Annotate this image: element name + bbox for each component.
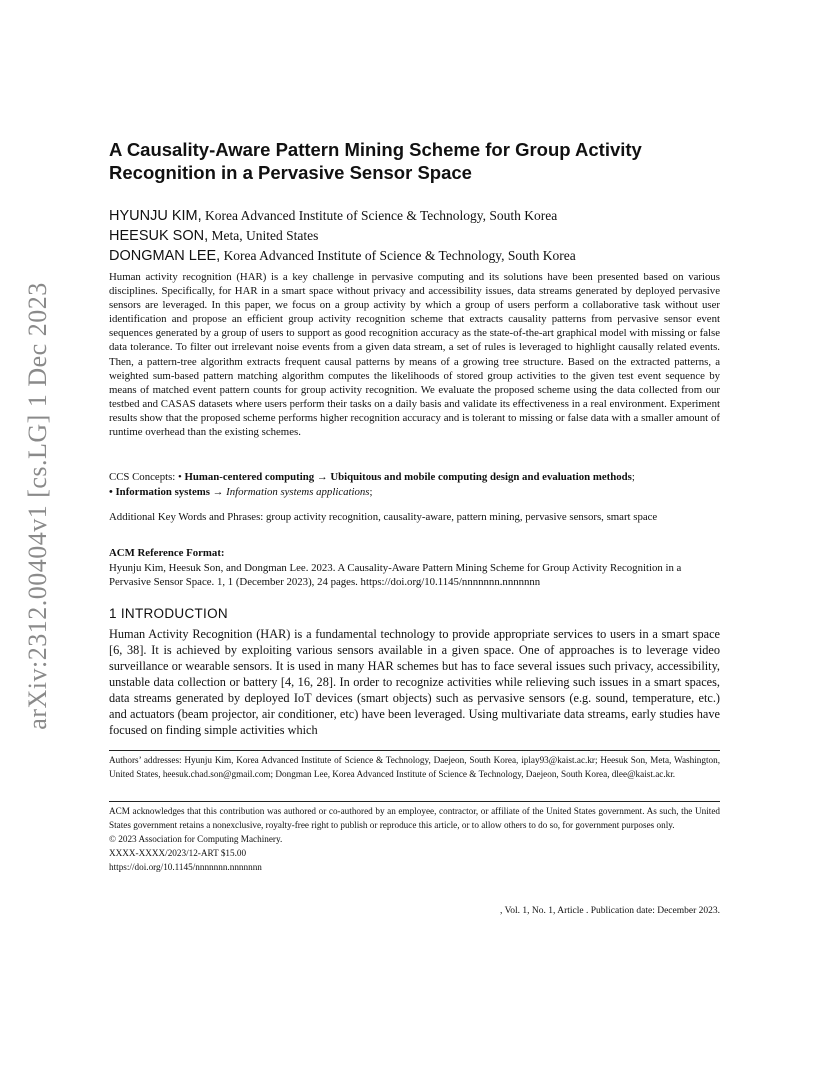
arxiv-stamp-text: arXiv:2312.00404v1 [cs.LG] 1 Dec 2023 xyxy=(23,282,52,730)
footnote-acm: ACM acknowledges that this contribution was authored or co-authored by an employee, contractor, or affiliate of the United States government. As such, the United States government retains a nonexclusive, royalty-free right to publish or reproduce this article, or to allow others to do so, for government purposes only. xyxy=(109,806,720,830)
introduction-paragraph: Human Activity Recognition (HAR) is a fundamental technology to provide appropriate services to users in a smart space [6, 38]. It is achieved by exploiting various sensors available in a given space. One of approaches is to leverage video surveillance or wearable sensors. It is used in many HAR schemes but has to face several issues such privacy, accessibility, unstable data collection or battery [4, 16, 28]. In order to recognize activities while relieving such issues in a smart spaces, data streams generated by deployed IoT devices (smart objects) such as pervasive sensors (e.g. sound, temperature, etc.) and actuators (beam projector, air conditioner, etc) have been leveraged. Using multivariate data streams, early studies have focused on finding simple activities which xyxy=(109,627,720,737)
arxiv-stamp xyxy=(14,282,62,730)
author-affiliation: Korea Advanced Institute of Science & Technology, South Korea xyxy=(223,248,576,263)
footnote-divider xyxy=(109,750,720,751)
paper-title xyxy=(109,138,720,184)
ccs-item-2: Information systems xyxy=(115,486,210,498)
author-affiliation: Korea Advanced Institute of Science & Technology, South Korea xyxy=(205,208,558,223)
copyright-line: © 2023 Association for Computing Machinery. xyxy=(109,834,283,844)
author-list xyxy=(109,206,720,266)
title-line-1: A Causality-Aware Pattern Mining Scheme for Group Activity xyxy=(109,139,642,160)
footnote-copyright-block xyxy=(109,804,720,874)
title-line-2: Recognition in a Pervasive Sensor Space xyxy=(109,162,472,183)
author-name: HYUNJU KIM, xyxy=(109,208,202,224)
author-3 xyxy=(109,246,720,266)
ccs-item-2-sub: Information systems applications xyxy=(226,486,370,498)
ccs-concepts xyxy=(109,470,720,500)
ccs-item-1: Human-centered computing xyxy=(184,471,315,483)
footnote-addresses: Authors’ addresses: Hyunju Kim, Korea Advanced Institute of Science & Technology, Daejeon, South Korea, iplay93@kaist.ac.kr; Heesuk Son, Meta, Washington, United States, heesuk.chad.son@gmail.com; Dongman Lee, Korea Advanced Institute of Science & Technology, Daejeon, South Korea, dlee@kaist.ac.kr. xyxy=(109,755,720,779)
author-name: HEESUK SON, xyxy=(109,228,209,244)
acm-reference xyxy=(109,546,720,590)
acm-reference-text: Hyunju Kim, Heesuk Son, and Dongman Lee. 2023. A Causality-Aware Pattern Mining Scheme for Group Activity Recognition in a Pervasive Sensor Space. 1, 1 (December 2023), 24 pages. https://doi.org/10.1145/nnnnnnn.nnnnnnn xyxy=(109,561,682,588)
ccs-end: ; xyxy=(369,486,373,498)
abstract: Human activity recognition (HAR) is a key challenge in pervasive computing and its solutions have been presented based on various disciplines. Specifically, for HAR in a smart space without privacy and accessibility issues, data streams generated by deployed pervasive sensors are leveraged. In this paper, we focus on a group activity by which a group of users perform a collaborative task without user identification and propose an efficient group activity recognition scheme that extracts causality patterns from pervasive sensor event sequences generated by a group of users to support as good recognition accuracy as the state-of-the-art graphical model with missing or false data tolerance. To filter out irrelevant noise events from a given data stream, a set of rules is leveraged to highlight causally related events. Then, a pattern-tree algorithm extracts frequent causal patterns by means of a growing tree structure. Based on the extracted patterns, a weighted sum-based pattern matching algorithm computes the likelihoods of stored group activities to the given test event sequence by means of matched event pattern counts for group activity recognition. We evaluate the proposed scheme using the data collected from our testbed and CASAS datasets where users perform their tasks on a daily basis and validate its effectiveness in a real environment. Experiment results show that the proposed scheme performs higher recognition accuracy and is tolerant to missing or false data with a smaller amount of runtime overhead than the existing schemes. xyxy=(109,271,720,439)
ccs-prefix: CCS Concepts: • xyxy=(109,471,185,483)
issn-line: XXXX-XXXX/2023/12-ART $15.00 xyxy=(109,848,247,858)
ccs-separator: ; xyxy=(631,471,635,483)
author-2 xyxy=(109,226,720,246)
author-affiliation: Meta, United States xyxy=(211,228,319,243)
author-1 xyxy=(109,206,720,226)
ccs-item-1-sub: Ubiquitous and mobile computing design and evaluation methods xyxy=(330,471,632,483)
section-heading-introduction: 1 INTRODUCTION xyxy=(109,606,228,621)
footnote-divider xyxy=(109,801,720,802)
acm-reference-heading: ACM Reference Format: xyxy=(109,547,225,559)
keywords: Additional Key Words and Phrases: group activity recognition, causality-aware, pattern mining, pervasive sensors, smart space xyxy=(109,511,658,523)
ccs-arrow: → xyxy=(209,486,227,498)
author-name: DONGMAN LEE, xyxy=(109,248,221,264)
doi-line: https://doi.org/10.1145/nnnnnnn.nnnnnnn xyxy=(109,862,262,872)
page-footer: , Vol. 1, No. 1, Article . Publication date: December 2023. xyxy=(500,906,720,916)
ccs-bullet: • xyxy=(109,486,116,498)
ccs-arrow: → xyxy=(314,471,331,483)
